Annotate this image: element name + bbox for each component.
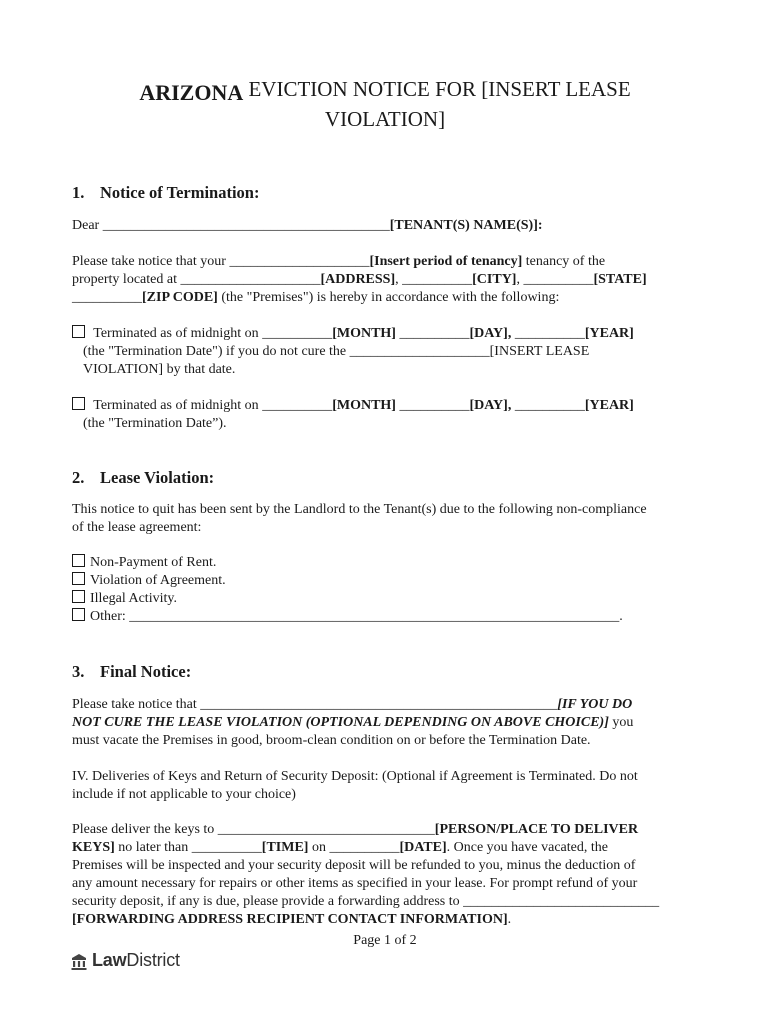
document-title bbox=[70, 74, 700, 134]
section3-paragraph2: IV. Deliveries of Keys and Return of Security Deposit: (Optional if Agreement is Terminated. Do not include if not applicable to your choice) bbox=[72, 769, 638, 802]
page-number: Page 1 of 2 bbox=[353, 933, 417, 948]
section3-paragraph1: Please take notice that ___________________________________________________[IF YOU DO NOT CURE THE LEASE VIOLATION (OPTIONAL DEPENDING ON ABOVE CHOICE)] you must vacate the Premises in good, broom-clean condition on or before the Termination Date. bbox=[72, 697, 634, 748]
section3-heading: 3. Final Notice: bbox=[72, 662, 192, 681]
title-line1: EVICTION NOTICE FOR [INSERT LEASE bbox=[248, 77, 631, 101]
section1-paragraph: Please take notice that your ____________________[Insert period of tenancy] tenancy of the property located at ____________________[ADDRESS], __________[CITY], __________[STATE] __________[ZIP CODE] (the "Premises") is hereby in accordance with the following: bbox=[72, 254, 647, 305]
checkbox[interactable] bbox=[72, 572, 85, 585]
title-state: ARIZONA bbox=[139, 80, 244, 105]
title-line2: VIOLATION] bbox=[324, 107, 446, 131]
section1-heading: 1. Notice of Termination: bbox=[72, 183, 260, 202]
checkbox[interactable] bbox=[72, 608, 85, 621]
violation-option-other[interactable]: Other: ______________________________________________________________________. bbox=[72, 608, 702, 626]
option-b-checkbox[interactable] bbox=[72, 397, 85, 410]
dear-line: Dear _________________________________________[TENANT(S) NAME(S)]: bbox=[72, 218, 543, 233]
checkbox[interactable] bbox=[72, 590, 85, 603]
section3-paragraph3: Please deliver the keys to _______________________________[PERSON/PLACE TO DELIVER KEYS] no later than __________[TIME] on __________[DATE]. Once you have vacated, the Premises will be inspected and your security deposit will be refunded to you, minus the deduction of any amount necessary for repairs or other items as specified in your lease. For prompt refund of your security deposit, if any is due, please provide a forwarding address to ____________________________ [FORWARDING ADDRESS RECIPIENT CONTACT INFORMATION]. bbox=[72, 822, 660, 927]
logo-wordmark: LawDistrict bbox=[92, 950, 180, 970]
violation-option[interactable]: Violation of Agreement. bbox=[72, 572, 702, 590]
violation-option[interactable]: Non-Payment of Rent. bbox=[72, 554, 702, 572]
option-a-checkbox[interactable] bbox=[72, 325, 85, 338]
termination-option-a: Terminated as of midnight on __________[MONTH] __________[DAY], __________[YEAR] (the "Termination Date") if you do not cure the ____________________[INSERT LEASE VIOLATION] by that date. bbox=[72, 325, 702, 379]
section2-paragraph: This notice to quit has been sent by the Landlord to the Tenant(s) due to the following non-compliance of the lease agreement: bbox=[72, 502, 647, 535]
violation-option[interactable]: Illegal Activity. bbox=[72, 590, 702, 608]
section2-heading: 2. Lease Violation: bbox=[72, 468, 215, 487]
lawdistrict-logo-icon bbox=[70, 951, 88, 971]
lawdistrict-logo bbox=[70, 950, 180, 971]
violation-options bbox=[72, 554, 702, 626]
checkbox[interactable] bbox=[72, 554, 85, 567]
termination-option-b: Terminated as of midnight on __________[MONTH] __________[DAY], __________[YEAR] (the "Termination Date”). bbox=[72, 397, 702, 433]
